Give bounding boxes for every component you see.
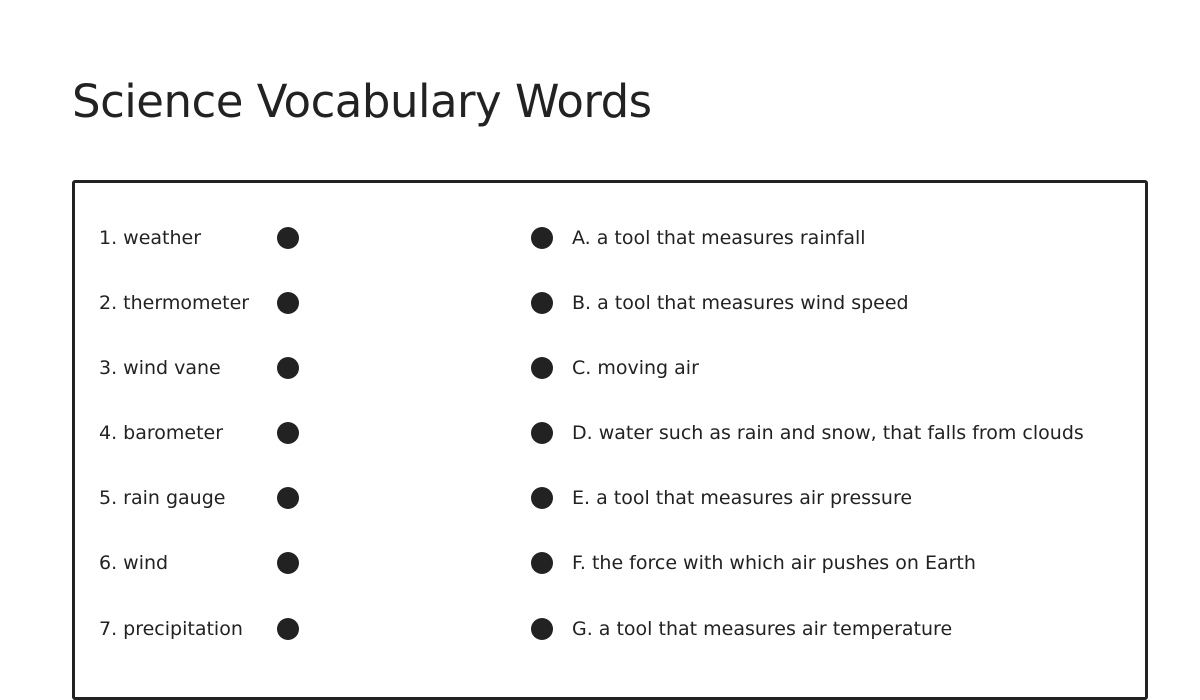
term-connector-dot[interactable] xyxy=(277,487,299,509)
matching-row xyxy=(75,288,1145,318)
definition-connector-dot[interactable] xyxy=(531,552,553,574)
matching-row xyxy=(75,223,1145,253)
term-label: 4. barometer xyxy=(99,422,224,444)
term-label: 7. precipitation xyxy=(99,618,243,640)
term-label: 2. thermometer xyxy=(99,292,250,314)
page-title: Science Vocabulary Words xyxy=(72,75,652,128)
term-label: 6. wind xyxy=(99,552,169,574)
term-connector-dot[interactable] xyxy=(277,357,299,379)
term-connector-dot[interactable] xyxy=(277,618,299,640)
definition-connector-dot[interactable] xyxy=(531,487,553,509)
term-connector-dot[interactable] xyxy=(277,227,299,249)
term-label: 5. rain gauge xyxy=(99,487,226,509)
definition-connector-dot[interactable] xyxy=(531,422,553,444)
term-label: 3. wind vane xyxy=(99,357,221,379)
term-connector-dot[interactable] xyxy=(277,292,299,314)
definition-label: G. a tool that measures air temperature xyxy=(572,618,953,640)
matching-row xyxy=(75,614,1145,644)
definition-label: A. a tool that measures rainfall xyxy=(572,227,866,249)
definition-label: F. the force with which air pushes on Earth xyxy=(572,552,976,574)
definition-label: D. water such as rain and snow, that falls from clouds xyxy=(572,422,1084,444)
definition-label: B. a tool that measures wind speed xyxy=(572,292,909,314)
term-connector-dot[interactable] xyxy=(277,552,299,574)
term-label: 1. weather xyxy=(99,227,202,249)
matching-row xyxy=(75,418,1145,448)
term-connector-dot[interactable] xyxy=(277,422,299,444)
definition-connector-dot[interactable] xyxy=(531,357,553,379)
definition-connector-dot[interactable] xyxy=(531,618,553,640)
definition-label: C. moving air xyxy=(572,357,699,379)
matching-row xyxy=(75,353,1145,383)
definition-connector-dot[interactable] xyxy=(531,292,553,314)
matching-row xyxy=(75,483,1145,513)
definition-connector-dot[interactable] xyxy=(531,227,553,249)
matching-panel xyxy=(72,180,1148,700)
matching-row xyxy=(75,548,1145,578)
definition-label: E. a tool that measures air pressure xyxy=(572,487,913,509)
